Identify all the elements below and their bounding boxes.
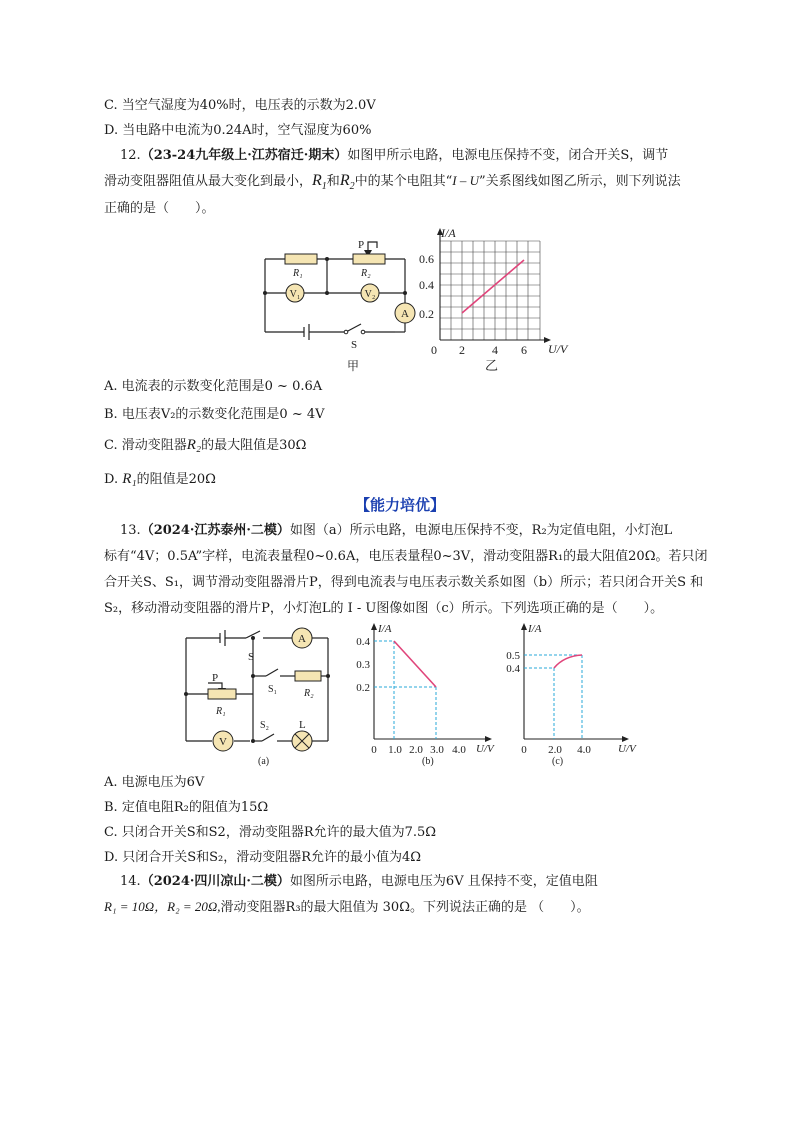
q13-stem-line1: 13.（2024·江苏泰州·二模）如图（a）所示电路，电源电压保持不变，R₂为定值电阻，小灯泡L: [120, 523, 673, 538]
svg-text:V₁: V₁: [289, 289, 301, 300]
q12-text-2b: 中的某个电阻其“: [354, 174, 453, 189]
svg-text:0.4: 0.4: [356, 636, 370, 648]
svg-text:0.3: 0.3: [356, 659, 370, 671]
q13-graph-b-line: [394, 641, 436, 687]
q13-graph-b: [350, 618, 500, 768]
q12-fig-a-caption: 甲: [347, 359, 360, 373]
svg-text:0.4: 0.4: [506, 663, 520, 675]
svg-text:S: S: [248, 651, 255, 663]
q12-option-b: B. 电压表V₂的示数变化范围是0 ~ 4V: [104, 407, 325, 422]
svg-text:2.0: 2.0: [409, 744, 423, 756]
svg-text:4: 4: [492, 343, 498, 357]
svg-text:0.2: 0.2: [419, 307, 434, 321]
q13-lamp: [292, 731, 312, 751]
q13-stem-line3: 合开关S、S₁，调节滑动变阻器滑片P，得到电流表与电压表示数关系如图（b）所示；若只闭合开关S 和: [104, 575, 704, 590]
q12-r2: $R_2$: [339, 172, 355, 193]
svg-text:P: P: [358, 239, 365, 251]
svg-text:3.0: 3.0: [430, 744, 444, 756]
q12-stem-line1: [120, 147, 668, 165]
svg-text:I/A: I/A: [378, 623, 392, 635]
q13-fig-b-caption: (b): [422, 756, 434, 767]
svg-text:0.4: 0.4: [419, 278, 434, 292]
q11-option-d: D. 当电路中电流为0.24A时，空气湿度为60%: [104, 123, 372, 138]
q13-circuit-diagram: [178, 624, 342, 774]
svg-text:P: P: [212, 672, 219, 684]
q14-stem-line1: 14.（2024·四川凉山·二模）如图所示电路，电源电压为6V 且保持不变，定值电阻: [120, 874, 598, 889]
q14-resistor-values: R₁ = 10Ω，R₂ = 20Ω,: [104, 899, 221, 914]
q12-resistor-r2: [353, 254, 385, 264]
q13-stem-line4: S₂，移动滑动变阻器的滑片P，小灯泡L的 I - U图像如图（c）所示。下列选项正确的是（ ）。: [104, 601, 664, 616]
q13-source: （2024·江苏泰州·二模）: [140, 523, 290, 538]
svg-text:A: A: [298, 633, 306, 645]
svg-text:I/A: I/A: [441, 226, 456, 240]
svg-text:S₁: S₁: [268, 684, 278, 695]
q13-option-a: A. 电源电压为6V: [104, 775, 205, 790]
q12-r1: $R_1$: [312, 172, 327, 193]
svg-text:2.0: 2.0: [548, 744, 562, 756]
svg-text:I/A: I/A: [528, 623, 542, 635]
svg-text:S₂: S₂: [260, 720, 270, 731]
q13-graph-c-curve: [554, 655, 582, 668]
svg-text:A: A: [401, 308, 409, 320]
q12-graph-line: [462, 260, 524, 313]
q11-option-c: C. 当空气湿度为40%时，电压表的示数为2.0V: [104, 98, 376, 113]
q12-iu: I – U: [452, 173, 479, 188]
q12-option-a: A. 电流表的示数变化范围是0 ~ 0.6A: [104, 379, 323, 394]
svg-text:U/V: U/V: [618, 743, 636, 755]
q13-stem-line2: 标有“4V；0.5A”字样，电流表量程0~0.6A，电压表量程0~3V，滑动变阻器R₁的最大阻值20Ω。若只闭: [104, 549, 708, 564]
svg-text:R₁: R₁: [216, 706, 226, 717]
svg-text:0: 0: [431, 343, 437, 357]
svg-text:V₂: V₂: [364, 289, 376, 300]
svg-text:U/V: U/V: [548, 342, 568, 356]
q12-circuit-diagram: [255, 228, 415, 378]
q13-fig-c-caption: (c): [552, 756, 564, 767]
q13-option-c: C. 只闭合开关S和S2，滑动变阻器R允许的最大值为7.5Ω: [104, 825, 437, 840]
q12-stem-line2: [104, 172, 681, 196]
q12-source: （23-24九年级上·江苏宿迁·期末）: [140, 148, 348, 163]
section-heading: 【能力培优】: [354, 496, 445, 514]
svg-text:4.0: 4.0: [577, 744, 591, 756]
q12-number: 12.: [120, 148, 141, 163]
q14-stem-line2: R₁ = 10Ω，R₂ = 20Ω,滑动变阻器R₃的最大阻值为 30Ω。下列说法正确的是 （ ）。: [104, 899, 590, 915]
q12-stem-line3: 正确的是（ ）。: [104, 201, 215, 216]
q13-option-d: D. 只闭合开关S和S₂，滑动变阻器R允许的最小值为4Ω: [104, 850, 422, 865]
q12-fig-b-caption: 乙: [485, 358, 499, 373]
svg-text:U/V: U/V: [476, 743, 494, 755]
svg-text:6: 6: [521, 343, 527, 357]
q12-option-d: D. R₁的阻值是20Ω: [104, 471, 216, 487]
svg-text:4.0: 4.0: [452, 744, 466, 756]
q13-resistor-r2: [295, 671, 321, 681]
q12-iu-graph: [405, 224, 568, 376]
q13-option-b: B. 定值电阻R₂的阻值为15Ω: [104, 800, 269, 815]
svg-text:0.6: 0.6: [419, 252, 434, 266]
svg-text:0.5: 0.5: [506, 650, 520, 662]
q13-graph-c: [500, 618, 650, 768]
svg-text:0: 0: [521, 744, 527, 756]
svg-text:R₂: R₂: [361, 268, 371, 279]
svg-text:V: V: [219, 736, 227, 748]
svg-text:2: 2: [459, 343, 465, 357]
q14-source: （2024·四川凉山·二模）: [140, 874, 290, 889]
svg-text:R₂: R₂: [304, 688, 314, 699]
svg-text:0.2: 0.2: [356, 682, 370, 694]
q13-fig-a-caption: (a): [258, 756, 270, 767]
q12-text-1: 如图甲所示电路，电源电压保持不变，闭合开关S，调节: [347, 148, 669, 163]
q12-and: 和: [326, 174, 340, 189]
svg-text:R₁: R₁: [293, 268, 303, 279]
q12-resistor-r1: [285, 254, 317, 264]
q12-text-2a: 滑动变阻器阻值从最大变化到最小，: [104, 174, 313, 189]
svg-text:1.0: 1.0: [388, 744, 402, 756]
svg-text:0: 0: [371, 744, 377, 756]
svg-text:L: L: [299, 719, 306, 731]
q12-text-2c: ”关系图线如图乙所示，则下列说法: [478, 174, 681, 189]
svg-text:S: S: [351, 339, 358, 351]
q12-option-c: C. 滑动变阻器R₂的最大阻值是30Ω: [104, 437, 307, 453]
q13-resistor-r1: [208, 689, 236, 699]
